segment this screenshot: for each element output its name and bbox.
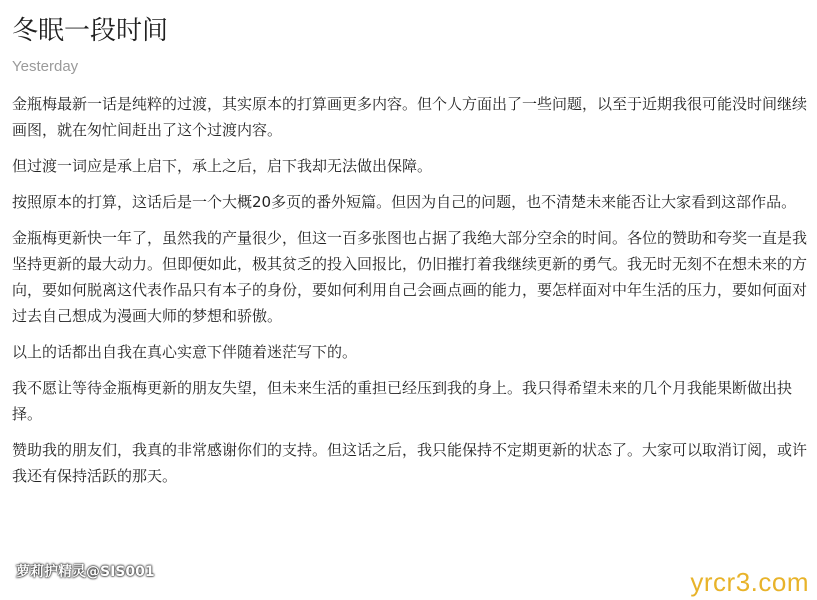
post-date: Yesterday: [12, 58, 79, 75]
post-paragraph: 金瓶梅更新快一年了，虽然我的产量很少，但这一百多张图也占据了我绝大部分空余的时间。各位的赞助和夸奖一直是我坚持更新的最大动力。但即便如此，极其贫乏的投入回报比，仍旧摧打着我继续更新的勇气。我无时无刻不在想未来的方向，要如何脱离这代表作品只有本子的身份，要如何利用自己会画点画的能力，要怎样面对中年生活的压力，要如何面对过去自己想成为漫画大师的梦想和骄傲。: [12, 229, 808, 325]
post-title: 冬眠一段时间: [12, 16, 169, 46]
post-paragraph: 按照原本的打算，这话后是一个大概20多页的番外短篇。但因为自己的问题，也不清楚未来能否让大家看到这部作品。: [12, 193, 797, 211]
post-paragraph: 赞助我的朋友们，我真的非常感谢你们的支持。但这话之后，我只能保持不定期更新的状态了。大家可以取消订阅，或许我还有保持活跃的那天。: [12, 441, 808, 485]
post: [12, 14, 807, 499]
post-paragraph: 金瓶梅最新一话是纯粹的过渡，其实原本的打算画更多内容。但个人方面出了一些问题，以至于近期我很可能没时间继续画图，就在匆忙间赶出了这个过渡内容。: [12, 95, 808, 139]
watermark-left: 萝莉护精灵@SIS001: [16, 564, 155, 580]
post-paragraph: 但过渡一词应是承上启下，承上之后，启下我却无法做出保障。: [12, 157, 433, 175]
post-paragraph: 以上的话都出自我在真心实意下伴随着迷茫写下的。: [12, 343, 358, 361]
watermark-right: yrcr3.com: [690, 567, 809, 597]
post-body: [12, 91, 807, 489]
post-paragraph: 我不愿让等待金瓶梅更新的朋友失望，但未来生活的重担已经压到我的身上。我只得希望未来的几个月我能果断做出抉择。: [12, 379, 793, 423]
